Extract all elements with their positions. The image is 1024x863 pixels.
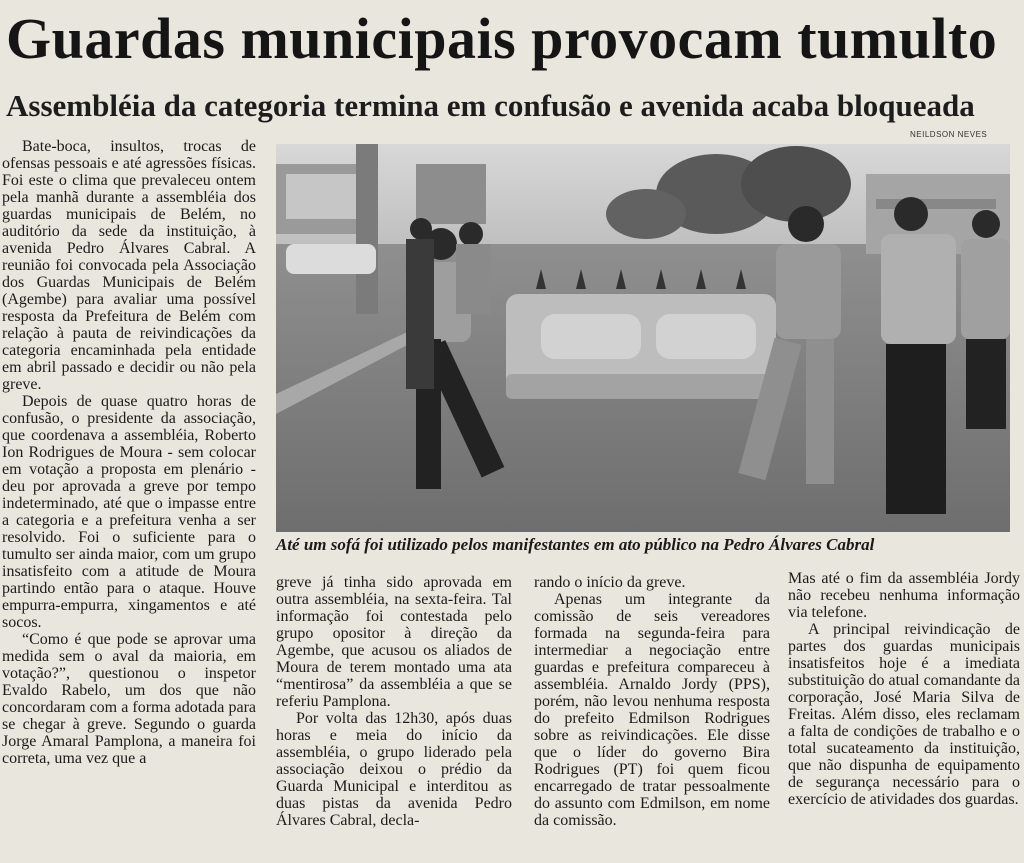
paragraph: Apenas um integrante da comissão de seis vereadores formada na segunda-feira para intermediar a negociação entre guardas e prefeitura compareceu à assembléia. Arnaldo Jordy (PPS), porém, não levou nenhuma resposta do prefeito Edmilson Rodrigues sobre as reivindicações. Ele disse que o líder do governo Bira Rodrigues (PT) foi quem ficou encarregado de tratar pessoalmente do assunto com Edmilson, em nome da comissão. [534,591,770,829]
photo-credit: NEILDSON NEVES [910,130,988,139]
article-column-2 [276,574,512,863]
paragraph: A principal reivindicação de partes dos guardas municipais insatisfeitos hoje é a imediata substituição do atual comandante da corporação, José Maria Silva de Freitas. Além disso, eles reclamam a falta de condições de trabalho e o total sucateamento da instituição, que não dispunha de equipamento de segurança necessário para o exercício de atividades dos guardas. [788,621,1020,808]
subheadline: Assembléia da categoria termina em confusão e avenida acaba bloqueada [6,88,975,123]
paragraph: Depois de quase quatro horas de confusão, o presidente da associação, que coordenava a assembléia, Roberto Ion Rodrigues de Moura - sem colocar em votação a proposta em plenário - deu por aprovada a greve por tempo indeterminado, até que o impasse entre a categoria e a prefeitura venha a ser resolvido. Foi o suficiente para o tumulto ser ainda maior, com um grupo insatisfeito com a atitude de Moura partindo então para o ataque. Houve empurra-empurra, xingamentos e até socos. [2,393,256,631]
article-column-1 [2,138,256,863]
article-column-4 [788,570,1020,863]
paragraph: “Como é que pode se aprovar uma medida sem o aval da maioria, em votação?”, questionou o inspetor Evaldo Rabelo, um dos que não concordaram com a forma adotada para se chegar à greve. Segundo o guarda Jorge Amaral Pamplona, a maneira foi correta, uma vez que a [2,631,256,767]
photo-caption: Até um sofá foi utilizado pelos manifestantes em ato público na Pedro Álvares Cabral [276,535,875,554]
paragraph: Por volta das 12h30, após duas horas e meia do início da assembléia, o grupo liderado pela associação deixou o prédio da Guarda Municipal e interditou as duas pistas da avenida Pedro Álvares Cabral, decla- [276,710,512,829]
paragraph: Bate-boca, insultos, trocas de ofensas pessoais e até agressões físicas. Foi este o clima que prevaleceu ontem pela manhã durante a assembléia dos guardas municipais de Belém, no auditório da sede da instituição, à avenida Pedro Álvares Cabral. A reunião foi convocada pela Associação dos Guardas Municipais de Belém (Agembe) para avaliar uma possível resposta da Prefeitura de Belém com relação à pauta de reivindicações da categoria encaminhada pela entidade em abril passado e decidir ou não pela greve. [2,138,256,393]
paragraph: Mas até o fim da assembléia Jordy não recebeu nenhuma informação via telefone. [788,570,1020,621]
paragraph: greve já tinha sido aprovada em outra assembléia, na sexta-feira. Tal informação foi contestada pelo grupo opositor à direção da Agembe, que acusou os aliados de Moura de terem montado uma ata “mentirosa” da assembléia a que se referiu Pamplona. [276,574,512,710]
paragraph: rando o início da greve. [534,574,686,591]
news-photo [276,144,1010,532]
article-column-3 [534,574,770,863]
photo-illustration [276,144,1010,532]
headline: Guardas municipais provocam tumulto [6,6,998,71]
